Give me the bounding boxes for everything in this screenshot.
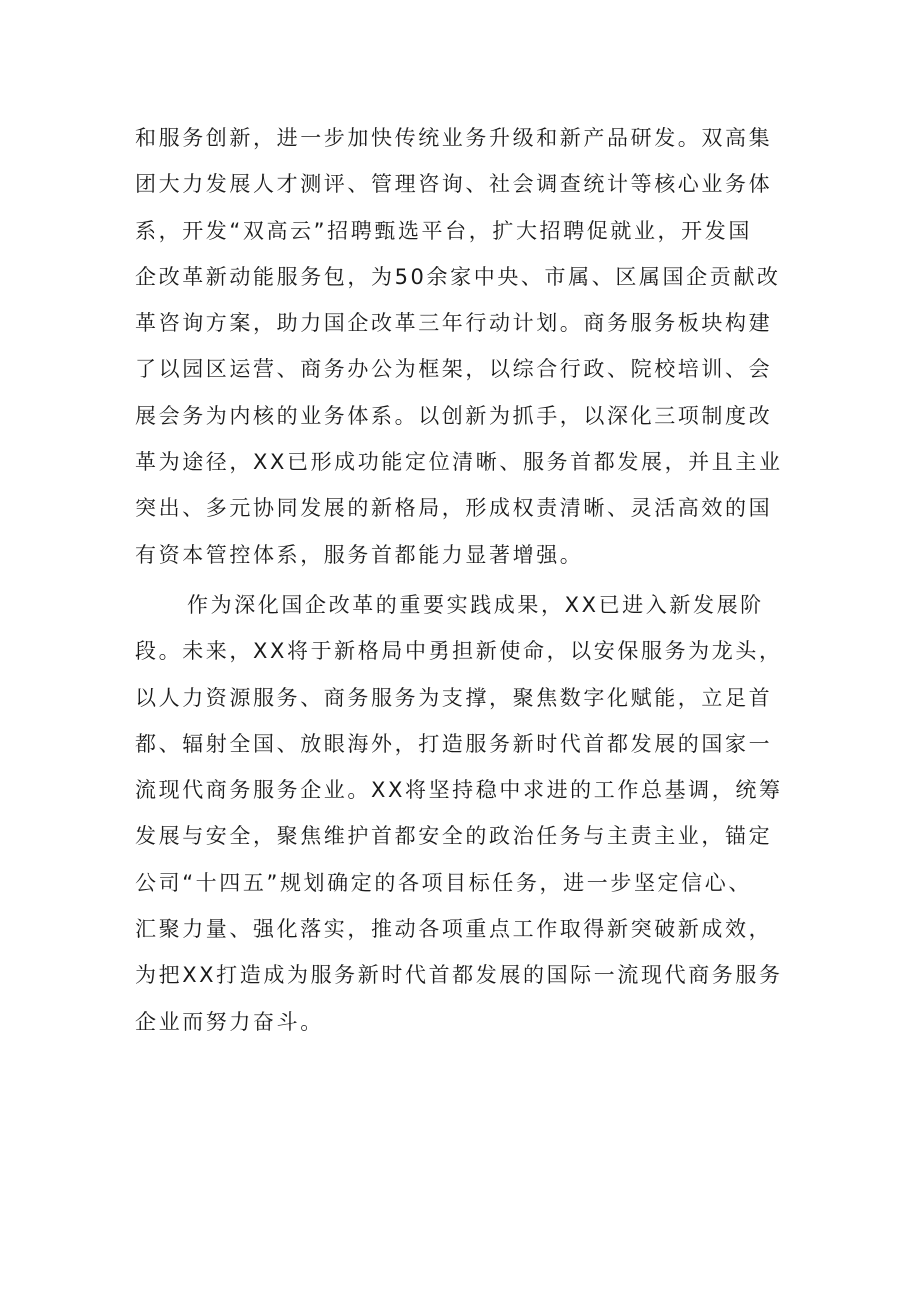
text-line: 展会务为内核的业务体系。以创新为抓手，以深化三项制度改 xyxy=(135,403,773,428)
text-line: 作为深化国企改革的重要实践成果，XX已进入新发展阶 xyxy=(187,592,764,617)
paragraph-1 xyxy=(135,115,785,578)
text-line: 突出、多元协同发展的新格局，形成权责清晰、灵活高效的国 xyxy=(135,496,773,521)
paragraph-2 xyxy=(135,582,785,1045)
text-line: 汇聚力量、强化落实，推动各项重点工作取得新突破新成效， xyxy=(135,917,773,942)
text-line: 革咨询方案，助力国企改革三年行动计划。商务服务板块构建 xyxy=(135,311,773,336)
text-line: 和服务创新，进一步加快传统业务升级和新产品研发。双高集 xyxy=(135,126,773,150)
text-line: 流现代商务服务企业。XX将坚持稳中求进的工作总基调，统筹 xyxy=(135,778,783,803)
text-line: 以人力资源服务、商务服务为支撑，聚焦数字化赋能，立足首 xyxy=(135,685,773,710)
text-line: 为把XX打造成为服务新时代首都发展的国际一流现代商务服务 xyxy=(135,963,783,988)
text-line: 团大力发展人才测评、管理咨询、社会调查统计等核心业务体 xyxy=(135,172,773,197)
body-text xyxy=(135,115,785,1045)
text-line: 企改革新动能服务包，为50余家中央、市属、区属国企贡献改 xyxy=(135,264,781,289)
text-line: 了以园区运营、商务办公为框架，以综合行政、院校培训、会 xyxy=(135,357,773,382)
text-line: 有资本管控体系，服务首都能力显著增强。 xyxy=(135,542,584,567)
text-line: 系，开发“双高云”招聘甄选平台，扩大招聘促就业，开发国 xyxy=(135,218,752,243)
text-line: 都、辐射全国、放眼海外，打造服务新时代首都发展的国家一 xyxy=(135,731,773,756)
text-line: 发展与安全，聚焦维护首都安全的政治任务与主责主业，锚定 xyxy=(135,824,773,849)
text-line: 革为途径，XX已形成功能定位清晰、服务首都发展，并且主业 xyxy=(135,450,783,475)
text-line: 公司“十四五”规划确定的各项目标任务，进一步坚定信心、 xyxy=(135,870,752,895)
text-line: 企业而努力奋斗。 xyxy=(135,1009,324,1034)
text-line: 段。未来，XX将于新格局中勇担新使命，以安保服务为龙头， xyxy=(135,639,783,664)
